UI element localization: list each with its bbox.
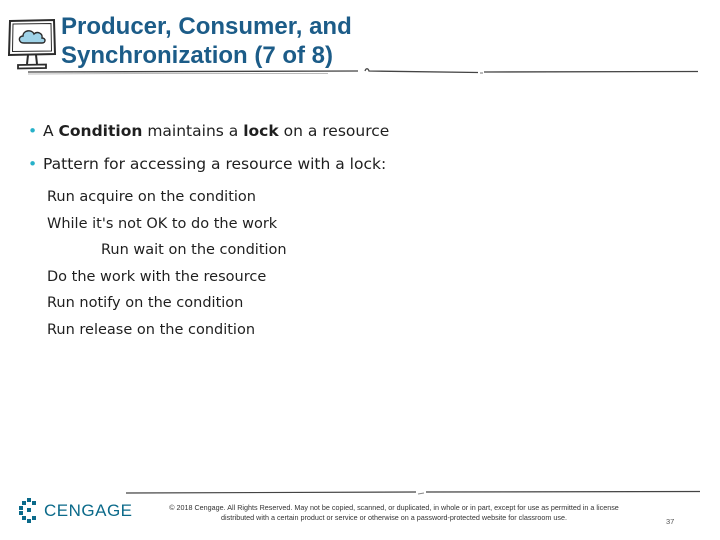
bullet-condition [26,120,686,142]
title-line-1: Producer, Consumer, and [61,13,352,40]
cengage-logo [18,497,133,523]
cengage-logo-mark [18,497,40,523]
step-do-work: Do the work with the resource [47,268,267,285]
step-release: Run release on the condition [47,321,256,338]
copyright-line-1: © 2018 Cengage. All Rights Reserved. May not be copied, scanned, or duplicated, in whole or in part, except for use as permitted in a license [169,503,619,512]
bullet-text-mid: maintains a [142,122,244,140]
step-wait: Run wait on the condition [101,242,287,258]
bullet-dot-icon: • [28,122,38,140]
bullet-text-pre: A [43,122,59,140]
step-while: While it's not OK to do the work [47,215,278,232]
bullet-text-bold-condition: Condition [58,122,143,140]
bullet-pattern [26,153,686,175]
bullet-text-bold-lock: lock [243,122,279,140]
step-notify: Run notify on the condition [47,295,244,311]
bullet-text-post: on a resource [278,122,390,140]
pattern-steps [26,184,686,343]
step-acquire: Run acquire on the condition [47,189,256,205]
bullet-dot-icon: • [28,155,38,173]
logo-wordmark: CENGAGE [44,501,133,520]
page-number: 37 [666,517,675,526]
copyright-notice [140,503,648,522]
slide-body [26,120,686,343]
bullet-text: Pattern for accessing a resource with a lock: [43,155,387,173]
title-underline [28,62,698,82]
copyright-line-2: distributed with a certain product or service or otherwise on a password-protected website for classroom use. [221,512,567,522]
footer-divider [126,486,700,500]
title-line-2: Synchronization (7 of 8) [61,42,334,69]
